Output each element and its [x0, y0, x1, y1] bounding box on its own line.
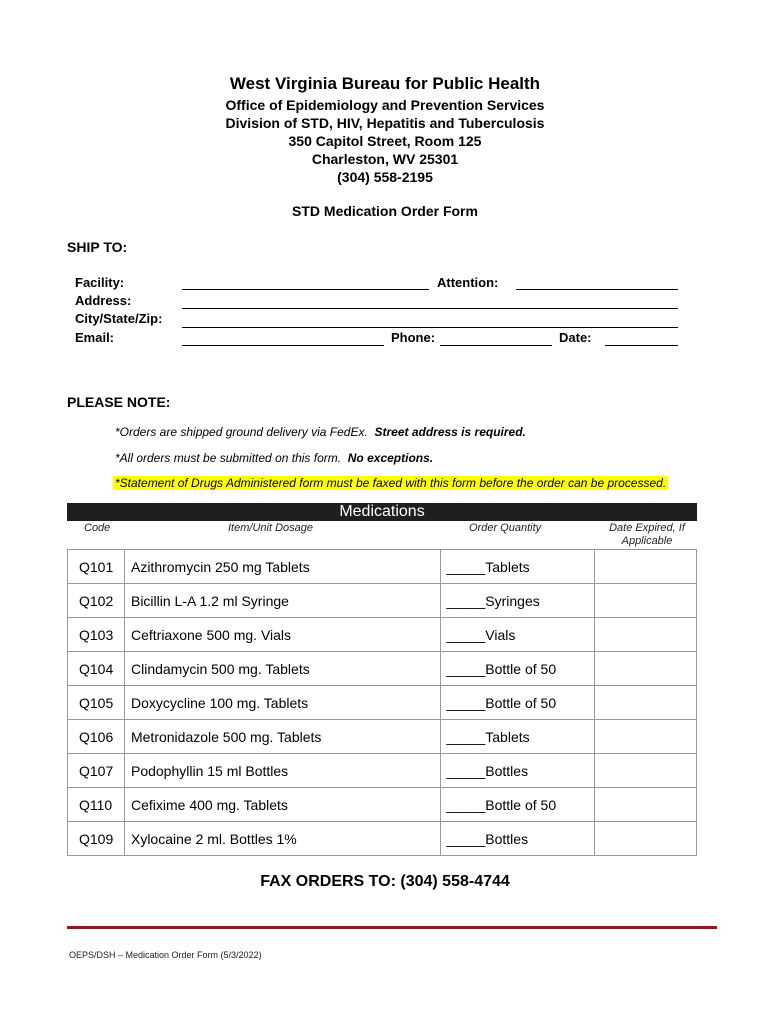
- qty-cell[interactable]: _____Bottle of 50: [441, 686, 595, 720]
- item-cell: Ceftriaxone 500 mg. Vials: [124, 618, 440, 652]
- qty-cell[interactable]: _____Bottle of 50: [441, 652, 595, 686]
- qty-cell[interactable]: _____Bottles: [441, 822, 595, 856]
- division-line: Division of STD, HIV, Hepatitis and Tuberculosis: [225, 115, 545, 131]
- address-field[interactable]: [182, 308, 678, 309]
- facility-field[interactable]: [182, 289, 429, 290]
- code-cell: Q109: [68, 822, 125, 856]
- item-cell: Doxycycline 100 mg. Tablets: [124, 686, 440, 720]
- table-row: [68, 754, 697, 788]
- qty-cell[interactable]: _____Syringes: [441, 584, 595, 618]
- item-cell: Azithromycin 250 mg Tablets: [124, 550, 440, 584]
- attention-label: Attention:: [437, 275, 499, 290]
- table-row: [68, 618, 697, 652]
- table-row: [68, 788, 697, 822]
- qty-cell[interactable]: _____Tablets: [441, 720, 595, 754]
- facility-label: Facility:: [75, 275, 125, 290]
- table-row: [68, 584, 697, 618]
- please-note-heading: PLEASE NOTE:: [67, 394, 171, 410]
- email-label: Email:: [75, 330, 115, 345]
- note-statement-highlighted: *Statement of Drugs Administered form must be faxed with this form before the order can be processed.: [115, 476, 667, 490]
- email-field[interactable]: [182, 345, 384, 346]
- city-line: Charleston, WV 25301: [311, 151, 459, 167]
- citystatezip-field[interactable]: [182, 327, 678, 328]
- address-label: Address:: [75, 293, 132, 308]
- phone-line: (304) 558-2195: [337, 169, 433, 185]
- agency-address-block: [0, 96, 770, 186]
- col-header-expired-line1: Date Expired, If: [609, 522, 685, 534]
- table-row: [68, 822, 697, 856]
- qty-cell[interactable]: _____Bottles: [441, 754, 595, 788]
- footer-form-id: OEPS/DSH – Medication Order Form (5/3/2022): [69, 950, 262, 960]
- table-row: [68, 550, 697, 584]
- phone-label: Phone:: [391, 330, 436, 345]
- expired-cell[interactable]: [595, 822, 697, 856]
- table-row: [68, 652, 697, 686]
- item-cell: Metronidazole 500 mg. Tablets: [124, 720, 440, 754]
- expired-cell[interactable]: [595, 550, 697, 584]
- footer-rule: [67, 926, 717, 929]
- expired-cell[interactable]: [595, 754, 697, 788]
- attention-field[interactable]: [516, 289, 678, 290]
- note-submission: [115, 451, 433, 465]
- expired-cell[interactable]: [595, 584, 697, 618]
- medications-table: [67, 549, 697, 856]
- item-cell: Clindamycin 500 mg. Tablets: [124, 652, 440, 686]
- note-submission-text: *All orders must be submitted on this form.: [115, 451, 342, 465]
- item-cell: Cefixime 400 mg. Tablets: [124, 788, 440, 822]
- code-cell: Q105: [68, 686, 125, 720]
- expired-cell[interactable]: [595, 720, 697, 754]
- code-cell: Q104: [68, 652, 125, 686]
- note-fedex: [115, 425, 526, 439]
- agency-title: West Virginia Bureau for Public Health: [229, 74, 541, 93]
- street-line: 350 Capitol Street, Room 125: [288, 133, 482, 149]
- code-cell: Q107: [68, 754, 125, 788]
- note-fedex-text: *Orders are shipped ground delivery via FedEx.: [115, 425, 368, 439]
- expired-cell[interactable]: [595, 652, 697, 686]
- office-line: Office of Epidemiology and Prevention Services: [225, 97, 545, 113]
- medications-title-band: Medications: [67, 503, 697, 521]
- code-cell: Q106: [68, 720, 125, 754]
- phone-field[interactable]: [440, 345, 552, 346]
- ship-to-heading: SHIP TO:: [67, 239, 128, 255]
- code-cell: Q102: [68, 584, 125, 618]
- col-header-expired: [597, 522, 697, 548]
- citystatezip-label: City/State/Zip:: [75, 311, 163, 326]
- table-row: [68, 720, 697, 754]
- code-cell: Q103: [68, 618, 125, 652]
- expired-cell[interactable]: [595, 618, 697, 652]
- code-cell: Q110: [68, 788, 125, 822]
- qty-cell[interactable]: _____Tablets: [441, 550, 595, 584]
- expired-cell[interactable]: [595, 788, 697, 822]
- item-cell: Bicillin L-A 1.2 ml Syringe: [124, 584, 440, 618]
- col-header-item: Item/Unit Dosage: [228, 522, 313, 534]
- col-header-qty: Order Quantity: [469, 522, 542, 534]
- note-submission-bold: No exceptions.: [347, 451, 434, 465]
- col-header-expired-line2: Applicable: [621, 535, 673, 547]
- qty-cell[interactable]: _____Bottle of 50: [441, 788, 595, 822]
- note-fedex-bold: Street address is required.: [374, 425, 526, 439]
- table-row: [68, 686, 697, 720]
- qty-cell[interactable]: _____Vials: [441, 618, 595, 652]
- item-cell: Podophyllin 15 ml Bottles: [124, 754, 440, 788]
- fax-orders-line: FAX ORDERS TO: (304) 558-4744: [260, 873, 510, 890]
- form-title: STD Medication Order Form: [292, 203, 478, 219]
- date-field[interactable]: [605, 345, 678, 346]
- col-header-code: Code: [84, 522, 111, 534]
- code-cell: Q101: [68, 550, 125, 584]
- expired-cell[interactable]: [595, 686, 697, 720]
- item-cell: Xylocaine 2 ml. Bottles 1%: [124, 822, 440, 856]
- date-label: Date:: [559, 330, 592, 345]
